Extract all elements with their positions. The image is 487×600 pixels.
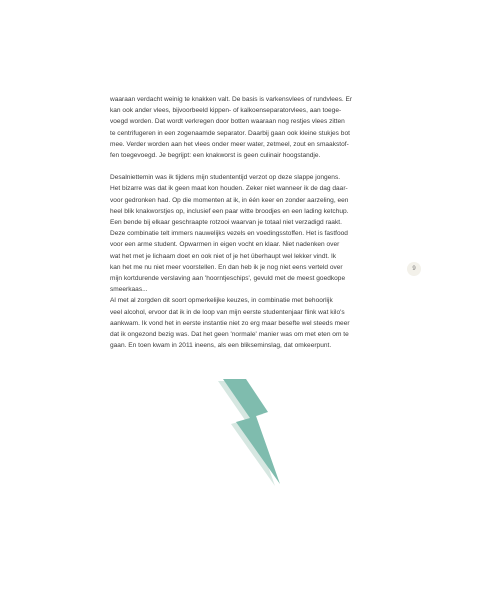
text-line: te centrifugeren in een zogenaamde separator. Daarbij gaan ook kleine stukjes bot — [110, 129, 350, 137]
text-line: mijn kortdurende verslaving aan 'hoorntjeschips', gevuld met de meest goedkope — [110, 275, 346, 283]
lightning-bolt-icon — [215, 378, 285, 486]
text-line: mee. Verder worden aan het vlees onder meer water, zetmeel, zout en smaakstof- — [110, 140, 349, 148]
text-line: veel alcohol, ervoor dat ik in de loop van mijn eerste studentenjaar flink wat kilo's — [110, 308, 345, 316]
text-line: Al met al zorgden dit soort opmerkelijke keuzes, in combinatie met behoorlijk — [110, 297, 333, 305]
text-line: kan ook ander vlees, bijvoorbeeld kippen- of kalkoenseparatorvlees, aan toege- — [110, 107, 342, 115]
text-line: Deze combinatie telt immers nauwelijks vezels en voedingsstoffen. Het is fastfood — [110, 230, 348, 238]
text-line: kan het me nu niet meer voorstellen. En dan heb ik je nog niet eens verteld over — [110, 263, 343, 271]
page-number-badge: 9 — [407, 262, 421, 276]
paragraph-1 — [110, 94, 395, 161]
text-line: gaan. En toen kwam in 2011 ineens, als een blikseminslag, dat omkeerpunt. — [110, 342, 332, 350]
text-line: smeerkaas... — [110, 286, 148, 294]
text-line: heel blik knakworstjes op, inclusief een paar witte broodjes en een lading ketchup. — [110, 207, 349, 215]
text-line: voor een arme student. Opwarmen in eigen vocht en klaar. Niet nadenken over — [110, 241, 340, 249]
paragraph-gap — [110, 161, 395, 172]
text-line: Een bende bij elkaar geschraapte rotzooi waarvan je totaal niet verzadigd raakt. — [110, 219, 342, 227]
text-line: voor gedronken had. Op die momenten at ik, in één keer en zonder aarzeling, een — [110, 196, 349, 204]
text-line: Desalniettemin was ik tijdens mijn studententijd verzot op deze slappe jongens. — [110, 174, 341, 182]
lightning-bolt-graphic — [215, 378, 285, 486]
text-line: fen toegevoegd. Je begrijpt: een knakworst is geen culinair hoogstandje. — [110, 152, 321, 160]
text-line: aankwam. Ik vond het in eerste instantie niet zo erg maar besefte wel steeds meer — [110, 319, 350, 327]
text-line: wat het met je lichaam doet en ook niet of je het überhaupt wel lekker vindt. Ik — [110, 252, 337, 260]
text-line: voegd worden. Dat wordt verkregen door botten waaraan nog restjes vlees zitten — [110, 118, 345, 126]
text-line: dat ik ongezond bezig was. Dat het geen 'normale' manier was om met eten om te — [110, 331, 349, 339]
text-line: Het bizarre was dat ik geen maat kon houden. Zeker niet wanneer ik de dag daar- — [110, 185, 348, 193]
body-text — [110, 94, 395, 351]
text-line: waaraan verdacht weinig te knakken valt. De basis is varkensvlees of rundvlees. Er — [110, 96, 353, 103]
paragraph-2 — [110, 172, 395, 351]
